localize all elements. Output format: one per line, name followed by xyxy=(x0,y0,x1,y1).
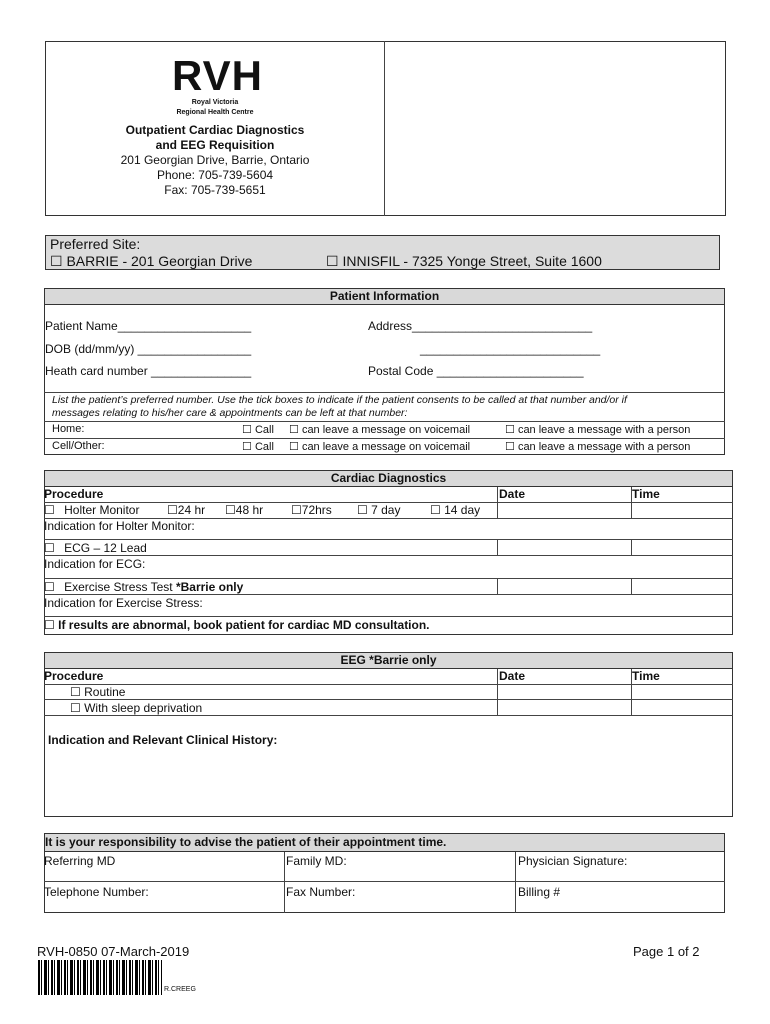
eeg-routine-checkbox[interactable] xyxy=(70,685,125,699)
site-innisfil-label: INNISFIL - 7325 Yonge Street, Suite 1600 xyxy=(342,253,602,269)
patient-name-field[interactable]: Patient Name____________________ xyxy=(45,319,252,333)
stress-test-checkbox[interactable] xyxy=(44,580,243,594)
eeg-row-1 xyxy=(44,684,733,685)
ecg-indication-field[interactable]: Indication for ECG: xyxy=(44,557,146,571)
cell-row-divider xyxy=(44,438,725,439)
referral-col-1 xyxy=(284,852,285,913)
dob-field[interactable]: DOB (dd/mm/yy) _________________ xyxy=(45,342,252,356)
referral-col-2 xyxy=(515,852,516,913)
holter-72hr-checkbox[interactable] xyxy=(291,503,332,517)
form-title-2: and EEG Requisition xyxy=(155,138,275,152)
consent-instructions-1: List the patient’s preferred number. Use the tick boxes to indicate if the patient consents to be called at that number and/or if xyxy=(52,394,627,406)
site-barrie-label: BARRIE - 201 Georgian Drive xyxy=(66,253,253,269)
site-barrie-checkbox[interactable] xyxy=(50,253,252,270)
health-card-field[interactable]: Heath card number _______________ xyxy=(45,364,252,378)
logo-subtitle-1: Royal Victoria xyxy=(191,99,239,106)
holter-7day-label: 7 day xyxy=(371,503,401,517)
eeg-row-2 xyxy=(44,699,733,700)
cardiac-heading: Cardiac Diagnostics xyxy=(44,470,733,487)
holter-24hr-label: 24 hr xyxy=(177,503,206,517)
patient-info-heading: Patient Information xyxy=(44,288,725,305)
site-innisfil-checkbox[interactable] xyxy=(326,253,602,270)
cardiac-row-4 xyxy=(44,555,733,556)
ecg-time-col xyxy=(631,539,632,555)
ecg-label: ECG – 12 Lead xyxy=(64,541,147,555)
consent-instructions-2: messages relating to his/her care & appointments can be left at that number: xyxy=(52,407,408,419)
holter-14day-checkbox[interactable] xyxy=(430,503,480,517)
referring-md-field[interactable]: Referring MD xyxy=(44,854,116,868)
holter-label: Holter Monitor xyxy=(64,503,140,517)
family-md-field[interactable]: Family MD: xyxy=(286,854,347,868)
logo-subtitle-2: Regional Health Centre xyxy=(176,109,254,116)
rvh-logo: RVH xyxy=(172,52,263,99)
holter-14day-label: 14 day xyxy=(444,503,481,517)
form-title-1: Outpatient Cardiac Diagnostics xyxy=(125,123,305,137)
eeg-heading: EEG *Barrie only xyxy=(44,652,733,669)
page-number: Page 1 of 2 xyxy=(633,944,700,959)
cardiac-row-3 xyxy=(44,539,733,540)
home-label: Home: xyxy=(52,423,85,435)
address-line-2-field[interactable]: ___________________________ xyxy=(420,342,601,356)
eeg-row-3 xyxy=(44,715,733,716)
cardiac-procedure-header: Procedure xyxy=(44,487,104,501)
holter-checkbox[interactable] xyxy=(44,503,139,517)
cardiac-time-header: Time xyxy=(632,487,660,501)
ecg-checkbox[interactable] xyxy=(44,541,147,555)
holter-24hr-checkbox[interactable] xyxy=(167,503,205,517)
eeg-time-header: Time xyxy=(632,669,660,683)
cardiac-time-col xyxy=(631,487,632,519)
home-call-label: Call xyxy=(254,424,274,436)
cell-voicemail-checkbox[interactable] xyxy=(289,440,470,453)
header-phone: Phone: 705-739-5604 xyxy=(156,168,274,182)
home-voicemail-checkbox[interactable] xyxy=(289,423,470,436)
physician-signature-field[interactable]: Physician Signature: xyxy=(518,854,628,868)
preferred-site-label: Preferred Site: xyxy=(50,236,141,252)
eeg-sleep-label: With sleep deprivation xyxy=(84,701,203,715)
cell-person-checkbox[interactable] xyxy=(505,440,690,453)
eeg-routine-label: Routine xyxy=(84,685,126,699)
postal-code-field[interactable]: Postal Code ______________________ xyxy=(368,364,584,378)
eeg-date-header: Date xyxy=(499,669,526,683)
eeg-sleep-checkbox[interactable] xyxy=(70,701,202,715)
home-person-label: can leave a message with a person xyxy=(517,424,691,436)
stress-test-label: Exercise Stress Test xyxy=(64,580,173,594)
stress-time-col xyxy=(631,578,632,594)
stress-test-note: *Barrie only xyxy=(175,580,244,594)
cell-call-label: Call xyxy=(254,441,274,453)
cardiac-row-5 xyxy=(44,578,733,579)
header-fax: Fax: 705-739-5651 xyxy=(164,183,266,197)
fax-number-field[interactable]: Fax Number: xyxy=(286,885,356,899)
cell-label: Cell/Other: xyxy=(52,440,105,452)
telephone-field[interactable]: Telephone Number: xyxy=(44,885,149,899)
home-row-divider xyxy=(44,421,725,422)
cell-call-checkbox[interactable] xyxy=(242,440,274,453)
form-id: RVH-0850 07-March-2019 xyxy=(37,944,190,959)
holter-48hr-label: 48 hr xyxy=(235,503,264,517)
cardiac-date-header: Date xyxy=(499,487,526,501)
cardiac-row-6 xyxy=(44,594,733,595)
barcode-icon xyxy=(38,960,162,995)
holter-7day-checkbox[interactable] xyxy=(357,503,400,517)
holter-72hr-label: 72hrs xyxy=(301,503,332,517)
holter-48hr-checkbox[interactable] xyxy=(225,503,263,517)
eeg-procedure-header: Procedure xyxy=(44,669,104,683)
home-voicemail-label: can leave a message on voicemail xyxy=(301,424,471,436)
stress-date-col xyxy=(497,578,498,594)
abnormal-consult-checkbox[interactable] xyxy=(44,618,430,632)
eeg-date-col xyxy=(497,669,498,715)
address-field[interactable]: Address___________________________ xyxy=(368,319,593,333)
cardiac-row-7 xyxy=(44,616,733,617)
responsibility-heading: It is your responsibility to advise the patient of their appointment time. xyxy=(44,833,725,852)
cardiac-date-col xyxy=(497,487,498,519)
holter-indication-field[interactable]: Indication for Holter Monitor: xyxy=(44,519,195,533)
home-call-checkbox[interactable] xyxy=(242,423,274,436)
eeg-time-col xyxy=(631,669,632,715)
ecg-date-col xyxy=(497,539,498,555)
referral-row-divider xyxy=(44,881,725,882)
header-address: 201 Georgian Drive, Barrie, Ontario xyxy=(120,153,310,167)
barcode-label: R.CREEG xyxy=(164,986,196,993)
cell-person-label: can leave a message with a person xyxy=(517,441,691,453)
billing-field[interactable]: Billing # xyxy=(518,885,561,899)
abnormal-consult-label: If results are abnormal, book patient for cardiac MD consultation. xyxy=(58,618,430,632)
cell-voicemail-label: can leave a message on voicemail xyxy=(301,441,471,453)
clinical-history-field[interactable]: Indication and Relevant Clinical History: xyxy=(48,733,278,747)
stress-indication-field[interactable]: Indication for Exercise Stress: xyxy=(44,596,203,610)
consent-divider xyxy=(44,392,725,393)
home-person-checkbox[interactable] xyxy=(505,423,690,436)
cardiac-box xyxy=(44,470,733,635)
